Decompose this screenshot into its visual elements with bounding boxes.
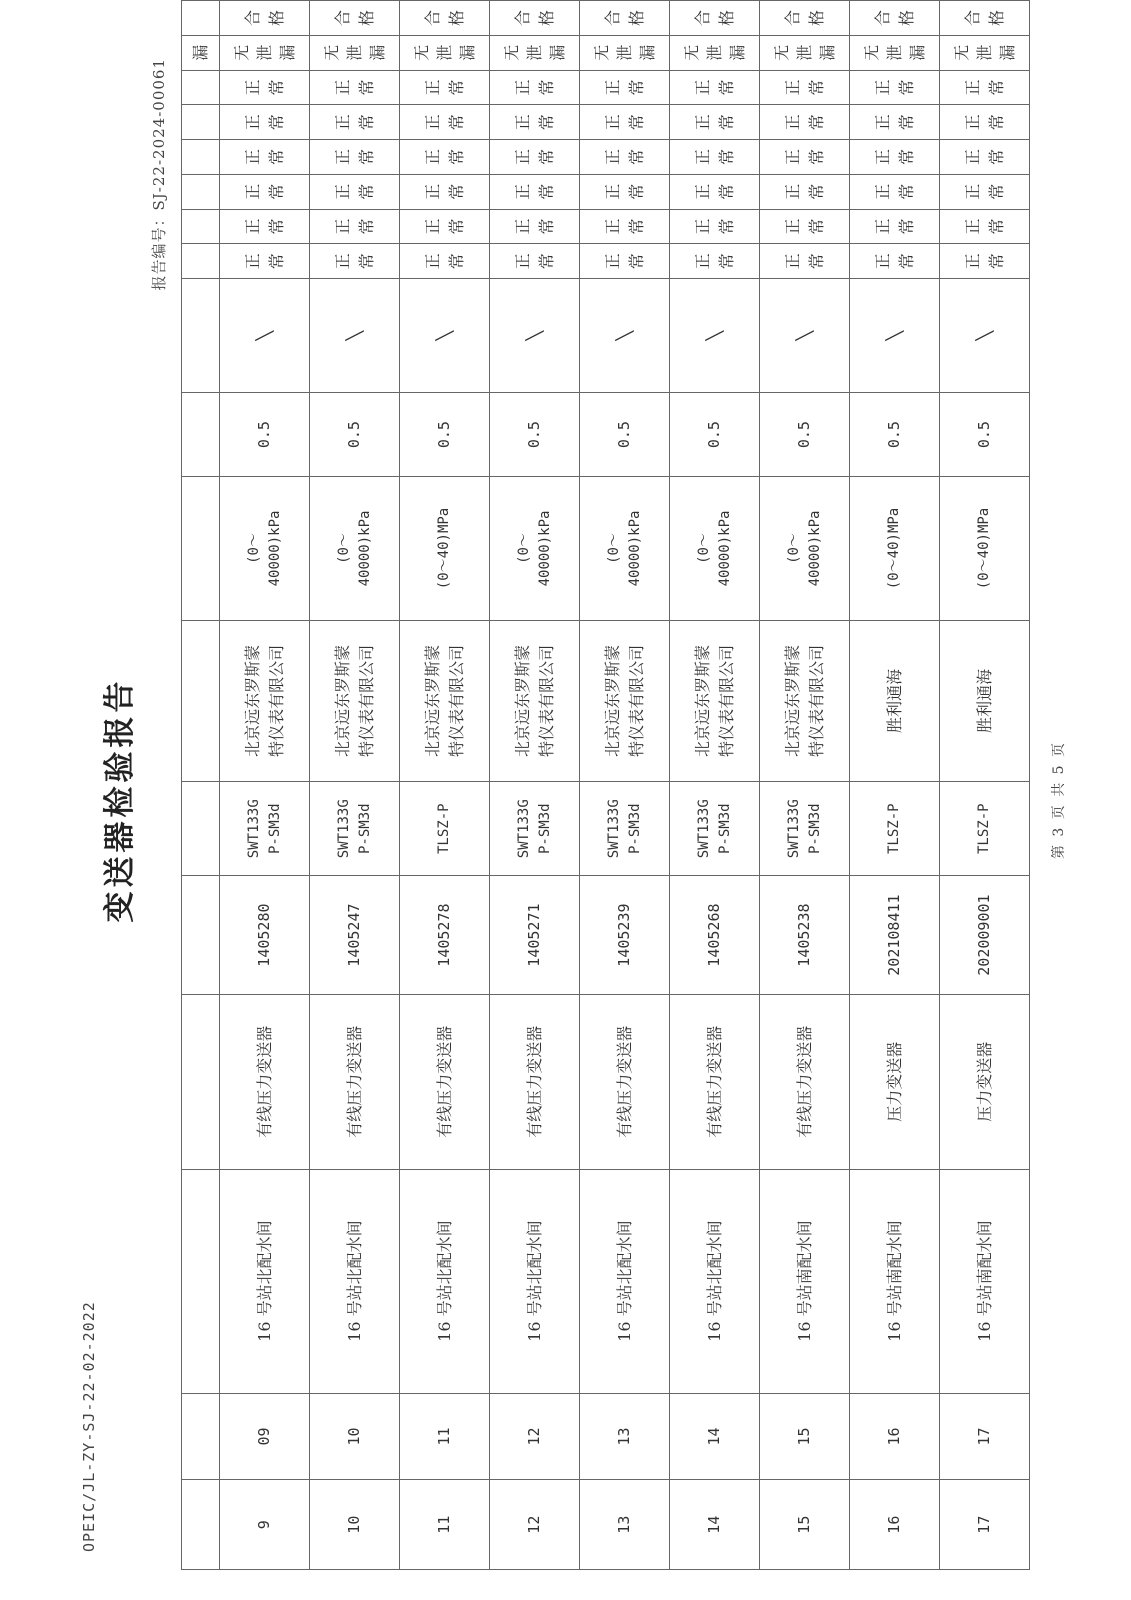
blank-cell: ╲ [670,279,760,393]
check-cell: 正常 [310,105,400,140]
model-cell-line: SWT133G [516,799,533,859]
manufacturer-cell-line: 特仪表有限公司 [536,644,556,757]
manufacturer-cell-line: 特仪表有限公司 [626,644,646,757]
header-cell [182,1480,220,1570]
check-cell: 正常 [940,70,1030,105]
device-name-cell: 压力变送器 [940,994,1030,1169]
seq-cell: 9 [220,1480,310,1570]
range-cell [760,477,850,621]
device-name-cell: 有线压力变送器 [580,994,670,1169]
range-cell-line: (0～40)MPa [976,507,993,590]
check-cell: 正常 [220,174,310,209]
serial-cell: 1405278 [400,876,490,994]
blank-cell: ╲ [220,279,310,393]
number-cell: 12 [490,1393,580,1480]
table-row [400,1,490,1570]
manufacturer-cell-line: 特仪表有限公司 [716,644,736,757]
check-cell: 正常 [580,70,670,105]
table-row [310,1,400,1570]
serial-cell: 1405271 [490,876,580,994]
manufacturer-cell-line: 北京远东罗斯蒙 [513,644,533,757]
table-row [940,1,1030,1570]
check-cell: 正常 [310,140,400,175]
range-cell [220,477,310,621]
leak-cell: 无泄漏 [850,35,940,70]
check-cell: 正常 [670,70,760,105]
manufacturer-cell [400,620,490,781]
check-cell: 正常 [310,70,400,105]
serial-cell: 1405239 [580,876,670,994]
check-cell: 正常 [400,105,490,140]
model-cell-line: P-SM3d [626,803,643,854]
manufacturer-cell-line: 特仪表有限公司 [806,644,826,757]
page-footer: 第 3 页 共 5 页 [1051,740,1067,860]
serial-cell: 1405247 [310,876,400,994]
header-cell [182,140,220,175]
number-cell: 10 [310,1393,400,1480]
header-cell [182,70,220,105]
result-cell: 合格 [220,1,310,36]
header-cell [182,393,220,477]
seq-cell: 14 [670,1480,760,1570]
seq-cell: 13 [580,1480,670,1570]
device-name-cell: 有线压力变送器 [490,994,580,1169]
accuracy-cell: 0.5 [940,393,1030,477]
manufacturer-cell [310,620,400,781]
device-name-cell: 有线压力变送器 [310,994,400,1169]
accuracy-cell: 0.5 [220,393,310,477]
header-cell [182,209,220,244]
check-cell: 正常 [670,209,760,244]
table-row [220,1,310,1570]
table-row [580,1,670,1570]
header-cell [182,876,220,994]
model-cell-line: P-SM3d [356,803,373,854]
model-cell-line: SWT133G [786,799,803,859]
range-cell-line: (0～ [786,533,803,564]
device-name-cell: 有线压力变送器 [400,994,490,1169]
header-cell [182,174,220,209]
check-cell: 正常 [940,174,1030,209]
table-row [670,1,760,1570]
accuracy-cell: 0.5 [490,393,580,477]
check-cell: 正常 [580,244,670,279]
model-cell-line: SWT133G [246,799,263,859]
seq-cell: 10 [310,1480,400,1570]
location-cell: 16 号站南配水间 [760,1169,850,1393]
header-cell [182,244,220,279]
check-cell: 正常 [220,105,310,140]
header-cell [182,477,220,621]
manufacturer-cell [670,620,760,781]
number-cell: 15 [760,1393,850,1480]
seq-cell: 12 [490,1480,580,1570]
device-name-cell: 压力变送器 [850,994,940,1169]
device-name-cell: 有线压力变送器 [760,994,850,1169]
blank-cell: ╲ [580,279,670,393]
number-cell: 13 [580,1393,670,1480]
device-name-cell: 有线压力变送器 [220,994,310,1169]
check-cell: 正常 [400,209,490,244]
table-header-row [182,1,220,1570]
leak-cell: 无泄漏 [760,35,850,70]
manufacturer-cell-line: 特仪表有限公司 [446,644,466,757]
check-cell: 正常 [940,105,1030,140]
check-cell: 正常 [850,174,940,209]
check-cell: 正常 [490,70,580,105]
table-body [182,1,1030,1570]
check-cell: 正常 [310,174,400,209]
model-cell-line: SWT133G [696,799,713,859]
serial-cell: 1405238 [760,876,850,994]
accuracy-cell: 0.5 [580,393,670,477]
check-cell: 正常 [850,140,940,175]
range-cell-line: (0～ [696,533,713,564]
check-cell: 正常 [580,140,670,175]
check-cell: 正常 [850,105,940,140]
check-cell: 正常 [310,209,400,244]
check-cell: 正常 [490,105,580,140]
header-leak: 漏 [182,35,220,70]
range-cell [400,477,490,621]
accuracy-cell: 0.5 [310,393,400,477]
check-cell: 正常 [850,209,940,244]
check-cell: 正常 [490,174,580,209]
result-cell: 合格 [850,1,940,36]
location-cell: 16 号站南配水间 [940,1169,1030,1393]
range-cell-line: 40000)kPa [536,510,553,587]
model-cell [940,782,1030,876]
number-cell: 11 [400,1393,490,1480]
blank-cell: ╲ [760,279,850,393]
serial-cell: 1405268 [670,876,760,994]
range-cell-line: 40000)kPa [626,510,643,587]
check-cell: 正常 [670,244,760,279]
accuracy-cell: 0.5 [670,393,760,477]
inspection-table [181,0,1030,1570]
result-cell: 合格 [310,1,400,36]
report-title: 变送器检验报告 [102,677,138,923]
location-cell: 16 号站北配水间 [220,1169,310,1393]
leak-cell: 无泄漏 [940,35,1030,70]
leak-cell: 无泄漏 [310,35,400,70]
location-cell: 16 号站北配水间 [490,1169,580,1393]
report-number: 报告编号：SJ-22-2024-00061 [150,58,168,291]
result-cell: 合格 [400,1,490,36]
seq-cell: 17 [940,1480,1030,1570]
manufacturer-cell-line: 胜利通海 [974,668,994,733]
check-cell: 正常 [220,140,310,175]
manufacturer-cell [580,620,670,781]
accuracy-cell: 0.5 [760,393,850,477]
model-cell [760,782,850,876]
check-cell: 正常 [490,209,580,244]
check-cell: 正常 [940,140,1030,175]
model-cell-line: TLSZ-P [886,803,903,854]
form-code: OPEIC/JL-ZY-SJ-22-02-2022 [80,1301,98,1552]
result-cell: 合格 [760,1,850,36]
manufacturer-cell-line: 北京远东罗斯蒙 [693,644,713,757]
seq-cell: 15 [760,1480,850,1570]
manufacturer-cell-line: 北京远东罗斯蒙 [333,644,353,757]
check-cell: 正常 [580,105,670,140]
model-cell-line: TLSZ-P [436,803,453,854]
range-cell-line: (0～ [606,533,623,564]
check-cell: 正常 [760,140,850,175]
device-name-cell: 有线压力变送器 [670,994,760,1169]
location-cell: 16 号站北配水间 [580,1169,670,1393]
check-cell: 正常 [760,244,850,279]
header-cell [182,279,220,393]
table-row [760,1,850,1570]
range-cell-line: (0～40)MPa [436,507,453,590]
location-cell: 16 号站北配水间 [400,1169,490,1393]
leak-cell: 无泄漏 [400,35,490,70]
accuracy-cell: 0.5 [400,393,490,477]
model-cell-line: SWT133G [606,799,623,859]
table-row [490,1,580,1570]
number-cell: 14 [670,1393,760,1480]
model-cell [220,782,310,876]
seq-cell: 11 [400,1480,490,1570]
manufacturer-cell [940,620,1030,781]
manufacturer-cell [490,620,580,781]
check-cell: 正常 [400,70,490,105]
location-cell: 16 号站南配水间 [850,1169,940,1393]
result-cell: 合格 [580,1,670,36]
check-cell: 正常 [670,140,760,175]
table-row [850,1,940,1570]
number-cell: 16 [850,1393,940,1480]
blank-cell: ╲ [400,279,490,393]
model-cell [670,782,760,876]
check-cell: 正常 [670,174,760,209]
manufacturer-cell-line: 北京远东罗斯蒙 [423,644,443,757]
manufacturer-cell-line: 特仪表有限公司 [356,644,376,757]
check-cell: 正常 [850,244,940,279]
check-cell: 正常 [220,209,310,244]
leak-cell: 无泄漏 [490,35,580,70]
check-cell: 正常 [220,70,310,105]
blank-cell: ╲ [490,279,580,393]
check-cell: 正常 [940,209,1030,244]
check-cell: 正常 [760,105,850,140]
header-cell [182,1169,220,1393]
model-cell-line: P-SM3d [806,803,823,854]
check-cell: 正常 [760,209,850,244]
range-cell [490,477,580,621]
manufacturer-cell [220,620,310,781]
model-cell [580,782,670,876]
range-cell-line: (0～ [246,533,263,564]
range-cell [580,477,670,621]
range-cell-line: (0～ [516,533,533,564]
check-cell: 正常 [670,105,760,140]
check-cell: 正常 [400,174,490,209]
blank-cell: ╲ [850,279,940,393]
range-cell-line: (0～40)MPa [886,507,903,590]
result-cell: 合格 [490,1,580,36]
number-cell: 17 [940,1393,1030,1480]
serial-cell: 202009001 [940,876,1030,994]
result-cell: 合格 [670,1,760,36]
manufacturer-cell [850,620,940,781]
check-cell: 正常 [940,244,1030,279]
leak-cell: 无泄漏 [580,35,670,70]
serial-cell: 202108411 [850,876,940,994]
check-cell: 正常 [310,244,400,279]
header-cell [182,620,220,781]
serial-cell: 1405280 [220,876,310,994]
model-cell-line: P-SM3d [536,803,553,854]
check-cell: 正常 [580,209,670,244]
leak-cell: 无泄漏 [220,35,310,70]
range-cell-line: 40000)kPa [266,510,283,587]
check-cell: 正常 [490,140,580,175]
location-cell: 16 号站北配水间 [310,1169,400,1393]
model-cell [310,782,400,876]
model-cell-line: TLSZ-P [976,803,993,854]
check-cell: 正常 [400,244,490,279]
check-cell: 正常 [760,174,850,209]
check-cell: 正常 [490,244,580,279]
accuracy-cell: 0.5 [850,393,940,477]
range-cell-line: 40000)kPa [716,510,733,587]
check-cell: 正常 [400,140,490,175]
check-cell: 正常 [760,70,850,105]
manufacturer-cell [760,620,850,781]
range-cell-line: 40000)kPa [806,510,823,587]
range-cell-line: (0～ [336,533,353,564]
blank-cell: ╲ [940,279,1030,393]
header-cell [182,1,220,36]
header-cell [182,782,220,876]
manufacturer-cell-line: 北京远东罗斯蒙 [783,644,803,757]
range-cell [670,477,760,621]
range-cell-line: 40000)kPa [356,510,373,587]
manufacturer-cell-line: 特仪表有限公司 [266,644,286,757]
check-cell: 正常 [220,244,310,279]
number-cell: 09 [220,1393,310,1480]
model-cell-line: P-SM3d [266,803,283,854]
check-cell: 正常 [580,174,670,209]
seq-cell: 16 [850,1480,940,1570]
manufacturer-cell-line: 北京远东罗斯蒙 [603,644,623,757]
model-cell [490,782,580,876]
model-cell-line: SWT133G [336,799,353,859]
model-cell [400,782,490,876]
blank-cell: ╲ [310,279,400,393]
header-cell [182,1393,220,1480]
model-cell-line: P-SM3d [716,803,733,854]
leak-cell: 无泄漏 [670,35,760,70]
range-cell [940,477,1030,621]
location-cell: 16 号站北配水间 [670,1169,760,1393]
range-cell [850,477,940,621]
model-cell [850,782,940,876]
manufacturer-cell-line: 北京远东罗斯蒙 [243,644,263,757]
header-cell [182,994,220,1169]
header-cell [182,105,220,140]
manufacturer-cell-line: 胜利通海 [884,668,904,733]
check-cell: 正常 [850,70,940,105]
range-cell [310,477,400,621]
result-cell: 合格 [940,1,1030,36]
